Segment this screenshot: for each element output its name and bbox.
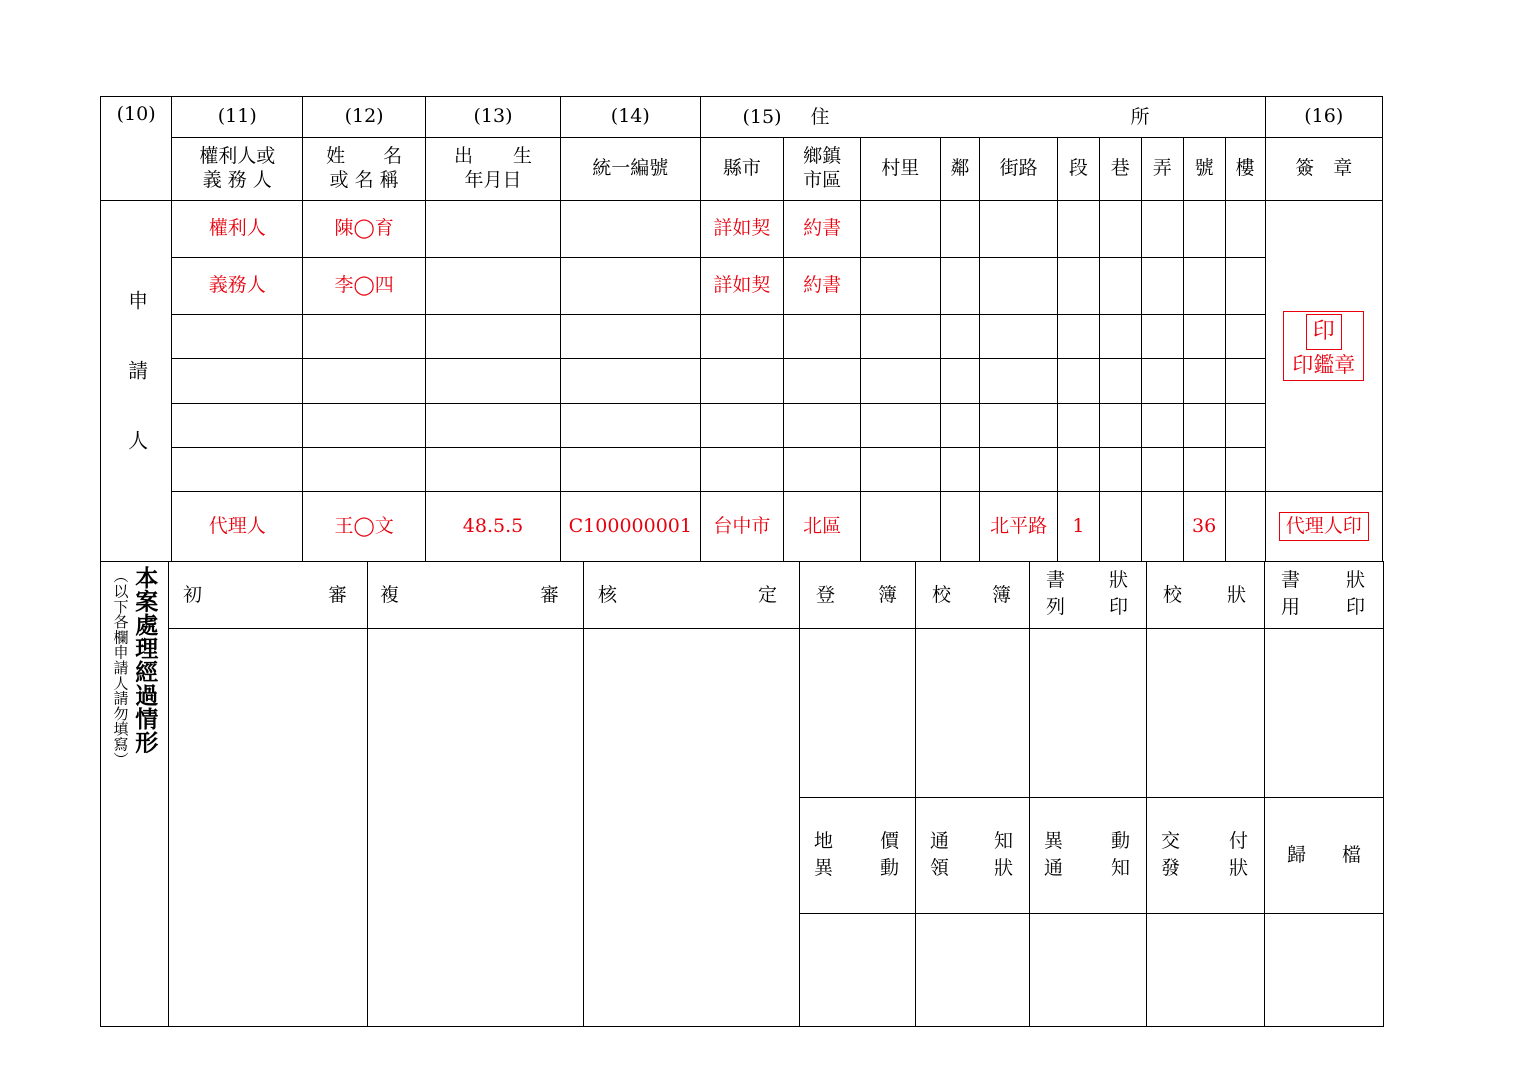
- row2-floor[interactable]: [1225, 315, 1265, 359]
- proc-head-deliver-deed-a2: 付: [1228, 829, 1248, 852]
- header-row-bottom: [101, 138, 1383, 201]
- row4-street[interactable]: [980, 403, 1058, 447]
- proc-head-change-notice-b2: 知: [1110, 856, 1130, 879]
- header-addr-section: 段: [1057, 138, 1099, 201]
- header-addr-lane: 巷: [1099, 138, 1141, 201]
- header-col16-label: 簽 章: [1265, 138, 1383, 201]
- proc-head-print-deed: [1030, 561, 1147, 628]
- proc-head-first-review-c1: 初: [183, 583, 203, 606]
- header-col13-num: (13): [425, 97, 560, 138]
- proc-head-check-register-c1: 校: [932, 583, 952, 606]
- row0-county[interactable]: 詳如契: [700, 201, 784, 258]
- row4-birth[interactable]: [425, 403, 560, 447]
- row6-town[interactable]: 北區: [784, 492, 861, 562]
- proc-head-land-price-change: [800, 797, 916, 913]
- row0-name[interactable]: 陳◯育: [303, 201, 426, 258]
- row5-section[interactable]: [1057, 447, 1099, 491]
- row5-street[interactable]: [980, 447, 1058, 491]
- row4-village[interactable]: [860, 403, 940, 447]
- row3-id[interactable]: [561, 359, 700, 403]
- proc-box-register[interactable]: [800, 628, 916, 797]
- header-addr-street: 街路: [980, 138, 1058, 201]
- row3-village[interactable]: [860, 359, 940, 403]
- proc-box-land-price-change[interactable]: [800, 913, 916, 1026]
- processing-section-label-inner: [101, 562, 168, 1026]
- proc-head-second-review-c1: 複: [380, 583, 400, 606]
- row6-birth[interactable]: 48.5.5: [425, 492, 560, 562]
- header-addr-alley: 弄: [1141, 138, 1183, 201]
- row1-birth[interactable]: [425, 258, 560, 315]
- proc-head-print-deed-a1: 書: [1046, 568, 1066, 591]
- row5-town[interactable]: [784, 447, 861, 491]
- header-col13-line1: 出 生: [454, 145, 543, 168]
- header-col13-line2: 年月日: [464, 169, 522, 191]
- row1-name[interactable]: 李◯四: [303, 258, 426, 315]
- row4-county[interactable]: [700, 403, 784, 447]
- proc-head-land-price-change-b2: 動: [879, 856, 899, 879]
- row5-county[interactable]: [700, 447, 784, 491]
- row6-lane[interactable]: [1099, 492, 1141, 562]
- row1-section[interactable]: [1057, 258, 1099, 315]
- proc-box-change-notice[interactable]: [1030, 913, 1147, 1026]
- row3-county[interactable]: [700, 359, 784, 403]
- header-col12-line2: 或 名 稱: [329, 169, 399, 191]
- row0-street[interactable]: [980, 201, 1058, 258]
- row5-number[interactable]: [1183, 447, 1225, 491]
- header-addr-number: 號: [1183, 138, 1225, 201]
- row5-neighbor[interactable]: [940, 447, 980, 491]
- proc-box-seal-deed[interactable]: [1265, 628, 1384, 797]
- applicant-table: [100, 96, 1383, 562]
- row2-street[interactable]: [980, 315, 1058, 359]
- header-col12-num: (12): [303, 97, 426, 138]
- proc-head-land-price-change-a2: 價: [879, 829, 899, 852]
- row2-number[interactable]: [1183, 315, 1225, 359]
- row4-neighbor[interactable]: [940, 403, 980, 447]
- processing-table: [100, 561, 1384, 1027]
- proc-head-print-deed-b1: 列: [1046, 595, 1066, 618]
- table-row: [101, 447, 1383, 491]
- table-row: [101, 403, 1383, 447]
- row5-lane[interactable]: [1099, 447, 1141, 491]
- row2-role[interactable]: [172, 315, 303, 359]
- header-col13-label: [425, 138, 560, 201]
- row6-county[interactable]: 台中市: [700, 492, 784, 562]
- row3-neighbor[interactable]: [940, 359, 980, 403]
- row0-id[interactable]: [561, 201, 700, 258]
- proc-head-change-notice: [1030, 797, 1147, 913]
- proc-box-approval[interactable]: [584, 628, 800, 1026]
- row1-lane[interactable]: [1099, 258, 1141, 315]
- row6-id[interactable]: C100000001: [561, 492, 700, 562]
- row4-town[interactable]: [784, 403, 861, 447]
- row2-county[interactable]: [700, 315, 784, 359]
- row0-neighbor[interactable]: [940, 201, 980, 258]
- header-addr-floor: 樓: [1225, 138, 1265, 201]
- proc-head-archive-c1: 歸: [1287, 843, 1307, 866]
- header-col15-num: (15): [742, 106, 782, 128]
- table-row: [101, 258, 1383, 315]
- proc-head-register-c1: 登: [816, 583, 836, 606]
- row1-county[interactable]: 詳如契: [700, 258, 784, 315]
- row6-name[interactable]: 王◯文: [303, 492, 426, 562]
- row3-role[interactable]: [172, 359, 303, 403]
- table-row-agent: [101, 492, 1383, 562]
- proc-box-check-deed[interactable]: [1147, 628, 1265, 797]
- proc-head-deliver-deed-b1: 發: [1161, 856, 1181, 879]
- header-row-top: [101, 97, 1383, 138]
- row6-floor[interactable]: [1225, 492, 1265, 562]
- row5-role[interactable]: [172, 447, 303, 491]
- row0-section[interactable]: [1057, 201, 1099, 258]
- proc-head-register-c2: 簿: [877, 583, 897, 606]
- row4-lane[interactable]: [1099, 403, 1141, 447]
- row4-section[interactable]: [1057, 403, 1099, 447]
- row1-street[interactable]: [980, 258, 1058, 315]
- row2-neighbor[interactable]: [940, 315, 980, 359]
- row0-lane[interactable]: [1099, 201, 1141, 258]
- applicant-section-label-text: 申 請 人: [124, 290, 149, 466]
- header-col14-num: (14): [561, 97, 700, 138]
- row4-role[interactable]: [172, 403, 303, 447]
- row3-lane[interactable]: [1099, 359, 1141, 403]
- row2-town[interactable]: [784, 315, 861, 359]
- row2-alley[interactable]: [1141, 315, 1183, 359]
- proc-box-print-deed[interactable]: [1030, 628, 1147, 797]
- proc-head-second-review: [368, 561, 584, 628]
- proc-head-seal-deed-a2: 狀: [1345, 568, 1365, 591]
- row0-role[interactable]: 權利人: [172, 201, 303, 258]
- row6-section[interactable]: 1: [1057, 492, 1099, 562]
- header-col10: (10): [101, 97, 172, 201]
- proc-head-notify-receive-deed-b2: 狀: [993, 856, 1013, 879]
- row5-alley[interactable]: [1141, 447, 1183, 491]
- row5-floor[interactable]: [1225, 447, 1265, 491]
- row6-village[interactable]: [860, 492, 940, 562]
- proc-head-register: [800, 561, 916, 628]
- proc-head-check-deed-c1: 校: [1163, 583, 1183, 606]
- row0-birth[interactable]: [425, 201, 560, 258]
- proc-head-check-deed-c2: 狀: [1226, 583, 1246, 606]
- row6-street[interactable]: 北平路: [980, 492, 1058, 562]
- row0-town[interactable]: 約書: [784, 201, 861, 258]
- proc-box-deliver-deed[interactable]: [1147, 913, 1265, 1026]
- header-col12-label: [303, 138, 426, 201]
- row0-village[interactable]: [860, 201, 940, 258]
- row2-id[interactable]: [561, 315, 700, 359]
- header-col15-zhu: 住: [810, 106, 830, 128]
- header-col11-line1: 權利人或: [199, 145, 276, 168]
- proc-head-print-deed-a2: 狀: [1108, 568, 1128, 591]
- proc-head-approval-c2: 定: [757, 583, 777, 606]
- table-row: [101, 201, 1383, 258]
- row6-number[interactable]: 36: [1183, 492, 1225, 562]
- header-col11-label: [172, 138, 303, 201]
- processing-blank-row: [101, 628, 1384, 797]
- row4-name[interactable]: [303, 403, 426, 447]
- header-col15-suo: 所: [1130, 106, 1150, 128]
- row3-street[interactable]: [980, 359, 1058, 403]
- header-addr-town: [784, 138, 861, 201]
- proc-head-notify-receive-deed-b1: 領: [930, 856, 950, 879]
- proc-head-land-price-change-b1: 異: [814, 856, 834, 879]
- proc-head-second-review-c2: 審: [539, 583, 559, 606]
- header-col15-address: [700, 97, 1265, 138]
- proc-head-seal-deed: [1265, 561, 1384, 628]
- row0-alley[interactable]: [1141, 201, 1183, 258]
- row6-alley[interactable]: [1141, 492, 1183, 562]
- row1-neighbor[interactable]: [940, 258, 980, 315]
- processing-section-label: [101, 561, 169, 1026]
- row1-id[interactable]: [561, 258, 700, 315]
- proc-head-change-notice-a2: 動: [1110, 829, 1130, 852]
- row2-section[interactable]: [1057, 315, 1099, 359]
- proc-head-change-notice-a1: 異: [1044, 829, 1064, 852]
- proc-head-archive-c2: 檔: [1341, 843, 1361, 866]
- row2-village[interactable]: [860, 315, 940, 359]
- row3-town[interactable]: [784, 359, 861, 403]
- proc-head-archive: [1265, 797, 1384, 913]
- proc-head-check-register-c2: 簿: [991, 583, 1011, 606]
- proc-head-seal-deed-a1: 書: [1281, 568, 1301, 591]
- row5-name[interactable]: [303, 447, 426, 491]
- header-col11-line2: 義 務 人: [202, 169, 272, 191]
- header-addr-town-line2: 市區: [803, 169, 842, 191]
- proc-head-first-review: [169, 561, 368, 628]
- processing-header-row: [101, 561, 1384, 628]
- form-sheet: [100, 96, 1383, 936]
- seal-label: 印鑑章: [1292, 352, 1356, 377]
- row3-floor[interactable]: [1225, 359, 1265, 403]
- row1-village[interactable]: [860, 258, 940, 315]
- proc-head-deliver-deed-a1: 交: [1161, 829, 1181, 852]
- proc-head-seal-deed-b1: 用: [1281, 595, 1301, 618]
- header-addr-neighbor: 鄰: [940, 138, 980, 201]
- row3-name[interactable]: [303, 359, 426, 403]
- row5-village[interactable]: [860, 447, 940, 491]
- seal-cell[interactable]: [1265, 201, 1383, 492]
- row1-alley[interactable]: [1141, 258, 1183, 315]
- proc-head-deliver-deed-b2: 狀: [1228, 856, 1248, 879]
- applicant-section-label: [101, 201, 172, 562]
- row0-floor[interactable]: [1225, 201, 1265, 258]
- row5-id[interactable]: [561, 447, 700, 491]
- header-addr-county: 縣市: [700, 138, 784, 201]
- proc-head-print-deed-b2: 印: [1108, 595, 1128, 618]
- row5-birth[interactable]: [425, 447, 560, 491]
- header-col11-num: (11): [172, 97, 303, 138]
- proc-head-change-notice-b1: 通: [1044, 856, 1064, 879]
- proc-box-notify-receive-deed[interactable]: [916, 913, 1030, 1026]
- row1-number[interactable]: [1183, 258, 1225, 315]
- table-row: [101, 359, 1383, 403]
- row1-role[interactable]: 義務人: [172, 258, 303, 315]
- row3-number[interactable]: [1183, 359, 1225, 403]
- proc-box-archive[interactable]: [1265, 913, 1384, 1026]
- row2-birth[interactable]: [425, 315, 560, 359]
- proc-box-first-review[interactable]: [169, 628, 368, 1026]
- header-col16-num: (16): [1265, 97, 1383, 138]
- agent-seal-cell[interactable]: [1265, 492, 1383, 562]
- proc-box-check-register[interactable]: [916, 628, 1030, 797]
- row2-lane[interactable]: [1099, 315, 1141, 359]
- proc-box-second-review[interactable]: [368, 628, 584, 1026]
- table-row: [101, 315, 1383, 359]
- header-addr-village: 村里: [860, 138, 940, 201]
- row4-number[interactable]: [1183, 403, 1225, 447]
- proc-head-first-review-c2: 審: [327, 583, 347, 606]
- proc-head-check-deed: [1147, 561, 1265, 628]
- processing-label-note: （以下各欄申請人請勿填寫）: [111, 567, 130, 767]
- proc-head-deliver-deed: [1147, 797, 1265, 913]
- proc-head-seal-deed-b2: 印: [1345, 595, 1365, 618]
- proc-head-notify-receive-deed-a2: 知: [993, 829, 1013, 852]
- agent-seal-stamp: 代理人印: [1279, 512, 1369, 542]
- row6-neighbor[interactable]: [940, 492, 980, 562]
- proc-head-approval-c1: 核: [598, 583, 618, 606]
- proc-head-notify-receive-deed-a1: 通: [930, 829, 950, 852]
- header-col12-line1: 姓 名: [326, 145, 403, 168]
- row6-role[interactable]: 代理人: [172, 492, 303, 562]
- row3-birth[interactable]: [425, 359, 560, 403]
- proc-head-notify-receive-deed: [916, 797, 1030, 913]
- header-addr-town-line1: 鄉鎮: [803, 145, 842, 168]
- header-col14-label: 統一編號: [561, 138, 700, 201]
- row4-id[interactable]: [561, 403, 700, 447]
- row4-alley[interactable]: [1141, 403, 1183, 447]
- row3-alley[interactable]: [1141, 359, 1183, 403]
- proc-head-land-price-change-a1: 地: [814, 829, 834, 852]
- row0-number[interactable]: [1183, 201, 1225, 258]
- row3-section[interactable]: [1057, 359, 1099, 403]
- row1-town[interactable]: 約書: [784, 258, 861, 315]
- row1-floor[interactable]: [1225, 258, 1265, 315]
- seal-stamp: [1283, 311, 1364, 381]
- row2-name[interactable]: [303, 315, 426, 359]
- seal-mark-icon: 印: [1306, 314, 1342, 350]
- proc-head-approval: [584, 561, 800, 628]
- processing-label-main: 本案處理經過情形: [131, 565, 159, 754]
- proc-head-check-register: [916, 561, 1030, 628]
- row4-floor[interactable]: [1225, 403, 1265, 447]
